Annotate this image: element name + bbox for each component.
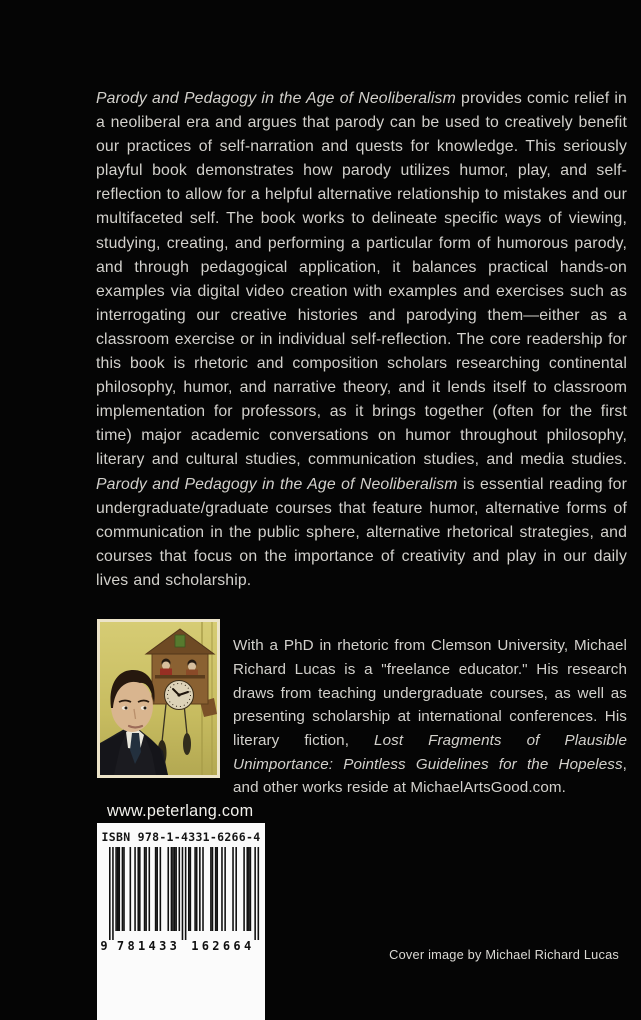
svg-text:9: 9 [101,939,108,953]
author-bio-text: With a PhD in rhetoric from Clemson University, Michael Richard Lucas is a "freelance educator." His research draws from teaching undergraduate courses, as well as presenting scholarship at international conferences. His literary fiction, Lost Fragments of Plausible Unimportance: Pointless Guidelines for the Hopeless, and other works reside at MichaelArtsGood.com. [233,637,628,797]
svg-text:781433: 781433 [116,939,177,953]
barcode-bars [101,847,261,958]
cover-image-credit: Cover image by Michael Richard Lucas [389,947,619,962]
author-photo [97,619,220,778]
isbn-number: ISBN 978-1-4331-6266-4 [101,830,261,844]
svg-text:162664: 162664 [191,939,252,953]
publisher-website: www.peterlang.com [107,802,254,820]
isbn-barcode [97,823,265,1020]
author-bio-section [97,619,627,815]
synopsis-text: Parody and Pedagogy in the Age of Neoliberalism provides comic relief in a neoliberal era and argues that parody can be used to creatively benefit our practices of self-narration and quests for knowledge. This seriously playful book demonstrates how parody utilizes humor, play, and self-reflection to allow for a helpful alternative relationship to mistakes and our multifaceted self. The book works to delineate specific ways of viewing, studying, creating, and performing a particular form of humorous parody, and through pedagogical application, it balances practical hands-on examples via digital video creation with examples and exercises such as interrogating our creative histories and parodying them—either as a classroom exercise or in individual self-reflection. The core readership for this book is rhetoric and composition scholars researching continental philosophy, humor, and narrative theory, and it lends itself to classroom implementation for professors, as it brings together (often for the first time) major academic conversations on humor throughout philosophy, literary and cultural studies, communication studies, and media studies. Parody and Pedagogy in the Age of Neoliberalism is essential reading for undergraduate/graduate courses that feature humor, alternative forms of communication in the public sphere, alternative rhetorical strategies, and courses that focus on the importance of creativity and play in our daily lives and scholarship. [96,90,627,589]
